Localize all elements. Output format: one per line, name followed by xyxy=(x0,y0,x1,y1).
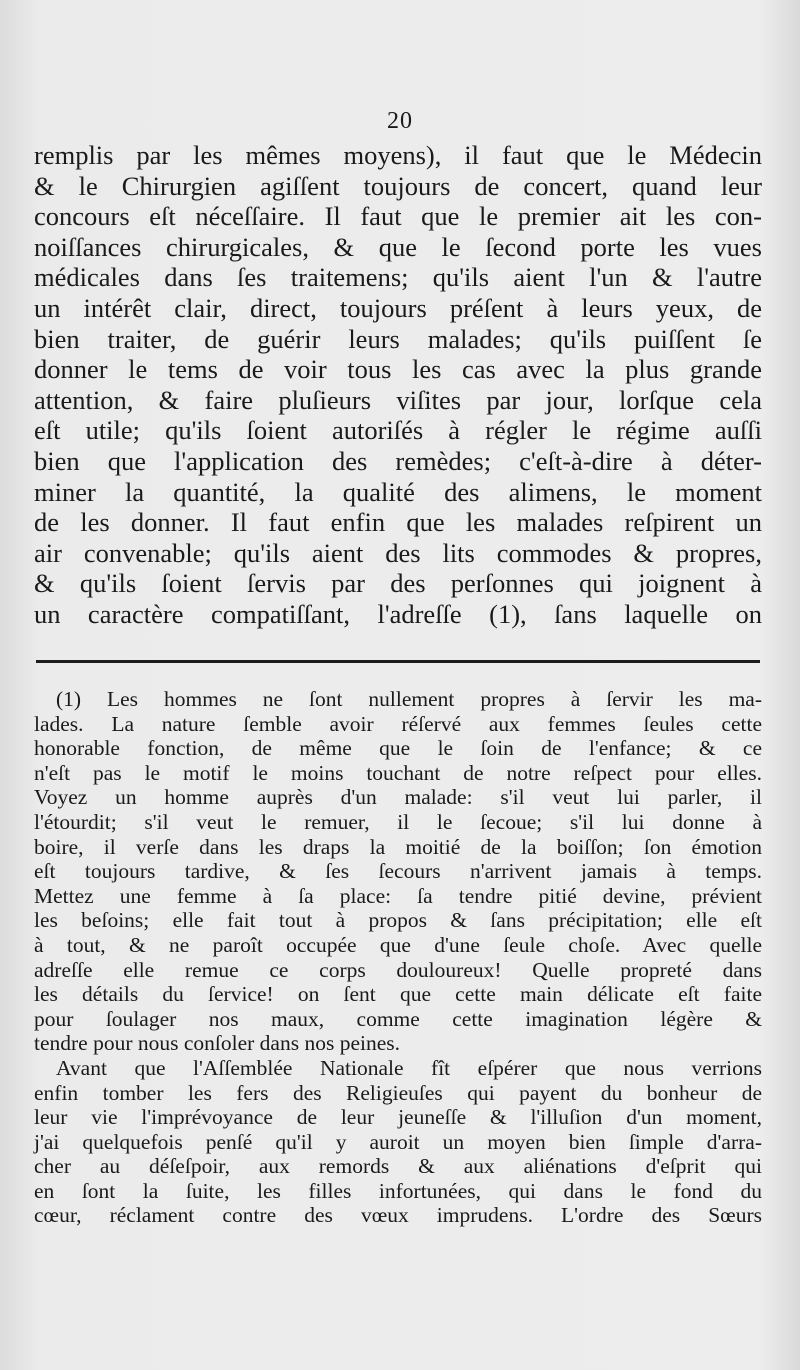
footnote-line: leur vie l'imprévoyance de leur jeuneſſe & l'illuſion d'un moment, xyxy=(34,1105,762,1130)
footnote-line: Voyez un homme auprès d'un malade: s'il veut lui parler, il xyxy=(34,785,762,810)
text-line: bien que l'application des remèdes; c'eſt-à-dire à déter- xyxy=(34,445,762,476)
text-line: un intérêt clair, direct, toujours préſent à leurs yeux, de xyxy=(34,292,762,323)
footnote-line: tendre pour nous conſoler dans nos peines. xyxy=(34,1031,401,1056)
footnote-block xyxy=(34,687,762,1228)
text-line: air convenable; qu'ils aient des lits commodes & propres, xyxy=(34,537,762,568)
text-line: noiſſances chirurgicales, & que le ſecond porte les vues xyxy=(34,231,762,262)
footnote-separator-rule xyxy=(36,660,760,663)
footnote-line: (1) Les hommes ne ſont nullement propres à ſervir les ma- xyxy=(56,687,762,711)
text-line: concours eſt néceſſaire. Il faut que le premier ait les con- xyxy=(34,201,762,232)
footnote-line: Avant que l'Aſſemblée Nationale fît eſpérer que nous verrions xyxy=(56,1055,762,1080)
footnote-line: boire, il verſe dans les draps la moitié de la boiſſon; ſon émotion xyxy=(34,834,762,859)
footnote-line: les beſoins; elle fait tout à propos & ſans précipitation; elle eſt xyxy=(34,908,762,933)
text-line: remplis par les mêmes moyens), il faut que le Médecin xyxy=(34,140,762,170)
text-line: médicales dans ſes traitemens; qu'ils aient l'un & l'autre xyxy=(34,262,762,293)
footnote-line: pour ſoulager nos maux, comme cette imagination légère & xyxy=(34,1006,762,1031)
text-line: eſt utile; qu'ils ſoient autoriſés à régler le régime auſſi xyxy=(34,415,762,446)
footnote-line: n'eſt pas le motif le moins touchant de notre reſpect pour elles. xyxy=(34,760,762,785)
footnote-line: enfin tomber les fers des Religieuſes qui payent du bonheur de xyxy=(34,1080,762,1105)
footnote-line: cœur, réclament contre des vœux imprudens. L'ordre des Sœurs xyxy=(34,1203,762,1228)
text-line: un caractère compatiſſant, l'adreſſe (1), ſans laquelle on xyxy=(34,598,762,629)
footnote-line: adreſſe elle remue ce corps douloureux! Quelle propreté dans xyxy=(34,957,762,982)
footnote-line: j'ai quelquefois penſé qu'il y auroit un moyen bien ſimple d'arra- xyxy=(34,1129,762,1154)
main-text-block xyxy=(34,140,762,630)
footnote-line: cher au déſeſpoir, aux remords & aux aliénations d'eſprit qui xyxy=(34,1154,762,1179)
footnote-line: honorable fonction, de même que le ſoin de l'enfance; & ce xyxy=(34,736,762,761)
footnote-line: en ſont la ſuite, les filles infortunées, qui dans le fond du xyxy=(34,1178,762,1203)
text-line: attention, & faire pluſieurs viſites par jour, lorſque cela xyxy=(34,384,762,415)
footnote-line: les détails du ſervice! on ſent que cette main délicate eſt faite xyxy=(34,982,762,1007)
page-number: 20 xyxy=(387,108,413,134)
text-line: bien traiter, de guérir leurs malades; qu'ils puiſſent ſe xyxy=(34,323,762,354)
text-line: & le Chirurgien agiſſent toujours de concert, quand leur xyxy=(34,170,762,201)
footnote-line: lades. La nature ſemble avoir réſervé aux femmes ſeules cette xyxy=(34,711,762,736)
text-line: donner le tems de voir tous les cas avec la plus grande xyxy=(34,354,762,385)
text-line: miner la quantité, la qualité des alimens, le moment xyxy=(34,476,762,507)
footnote-line: Mettez une femme à ſa place: ſa tendre pitié devine, prévient xyxy=(34,883,762,908)
text-line: de les donner. Il faut enfin que les malades reſpirent un xyxy=(34,507,762,538)
footnote-line: à tout, & ne paroît occupée que d'une ſeule choſe. Avec quelle xyxy=(34,932,762,957)
footnote-line: l'étourdit; s'il veut le remuer, il le ſecoue; s'il lui donne à xyxy=(34,809,762,834)
text-line: & qu'ils ſoient ſervis par des perſonnes qui joignent à xyxy=(34,568,762,599)
footnote-line: eſt toujours tardive, & ſes ſecours n'arrivent jamais à temps. xyxy=(34,859,762,884)
